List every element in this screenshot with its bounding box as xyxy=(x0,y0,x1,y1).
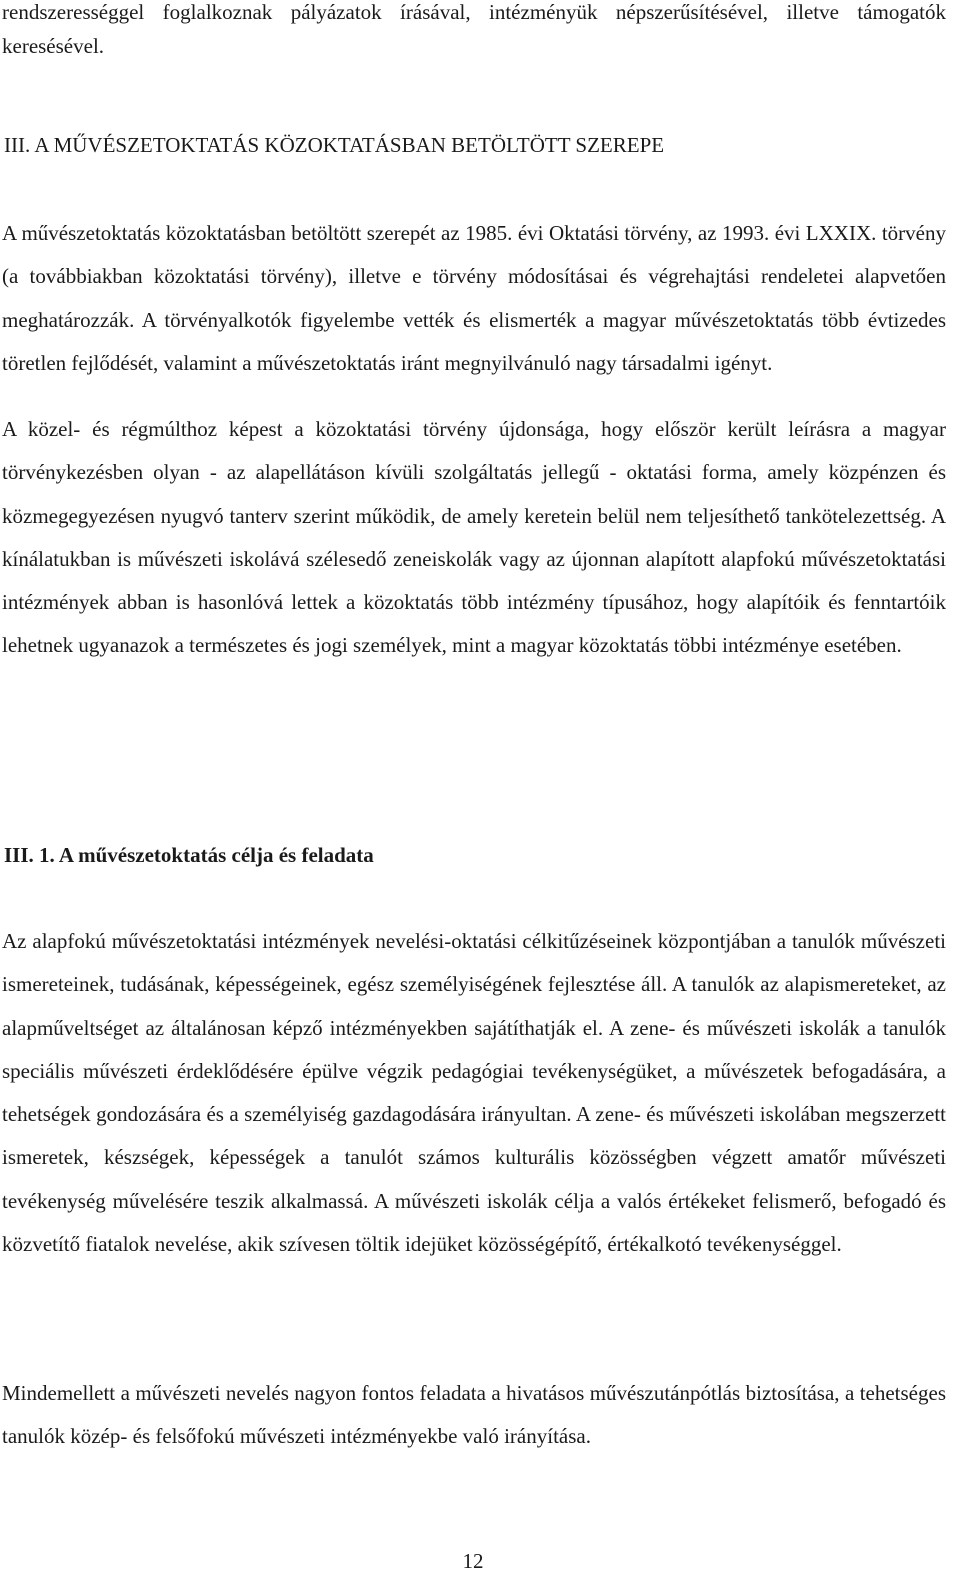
subsection-heading: III. 1. A művészetoktatás célja és feladata xyxy=(4,843,374,867)
subsection-paragraph-2: Mindemellett a művészeti nevelés nagyon fontos feladata a hivatásos művészutánpótlás biztosítása, a tehetséges tanulók közép- és felsőfokú művészeti intézményekbe való irányítása. xyxy=(2,1381,946,1449)
section-paragraph-2: A közel- és régmúlthoz képest a közoktatási törvény újdonsága, hogy először került leírásra a magyar törvénykezésben olyan - az alapellátáson kívüli szolgáltatás jellegű - oktatási forma, amely közpénzen és közmegegyezésen nyugvó tanterv szerint működik, de amely keretein belül nem teljesíthető tankötelezettség. A kínálatukban is művészeti iskolává szélesedő zeneiskolák vagy az újonnan alapított alapfokú művészetoktatási intézmények abban is hasonlóvá lettek a közoktatás több intézmény típusához, hogy alapítóik és fenntartóik lehetnek ugyanazok a természetes és jogi személyek, mint a magyar közoktatás többi intézménye esetében. xyxy=(2,417,946,658)
section-paragraph-1: A művészetoktatás közoktatásban betöltött szerepét az 1985. évi Oktatási törvény, az 1993. évi LXXIX. törvény (a továbbiakban közoktatási törvény), illetve e törvény módosításai és végrehajtási rendeletei alapvetően meghatározzák. A törvényalkotók figyelembe vették és elismerték a magyar művészetoktatás több évtizedes töretlen fejlődését, valamint a művészetoktatás iránt megnyilvánuló nagy társadalmi igényt. xyxy=(2,221,946,375)
subsection-paragraph-1: Az alapfokú művészetoktatási intézmények nevelési-oktatási célkitűzéseinek központjában a tanulók művészeti ismereteinek, tudásának, képességeinek, egész személyiségének fejlesztése áll. A tanulók az alapismereteket, az alapműveltséget az általánosan képző intézményekben sajátíthatják el. A zene- és művészeti iskolák a tanulók speciális művészeti érdeklődésére épülve végzik pedagógiai tevékenységüket, a művészetek befogadására, a tehetségek gondozására és a személyiség gazdagodására irányultan. A zene- és művészeti iskolában megszerzett ismeretek, készségek, képességek a tanulót számos kulturális közösségben végzett amatőr művészeti tevékenység művelésére teszik alkalmassá. A művészeti iskolák célja a valós értékeket felismerő, befogadó és közvetítő fiatalok nevelése, akik szívesen töltik idejüket közösségépítő, értékalkotó tevékenységgel. xyxy=(2,929,946,1257)
intro-paragraph: rendszerességgel foglalkoznak pályázatok írásával, intézményük népszerűsítésével, illetve támogatók keresésével. xyxy=(2,0,946,58)
section-heading: III. A MŰVÉSZETOKTATÁS KÖZOKTATÁSBAN BETÖLTÖTT SZEREPE xyxy=(4,133,665,157)
page-number: 12 xyxy=(462,1549,484,1573)
